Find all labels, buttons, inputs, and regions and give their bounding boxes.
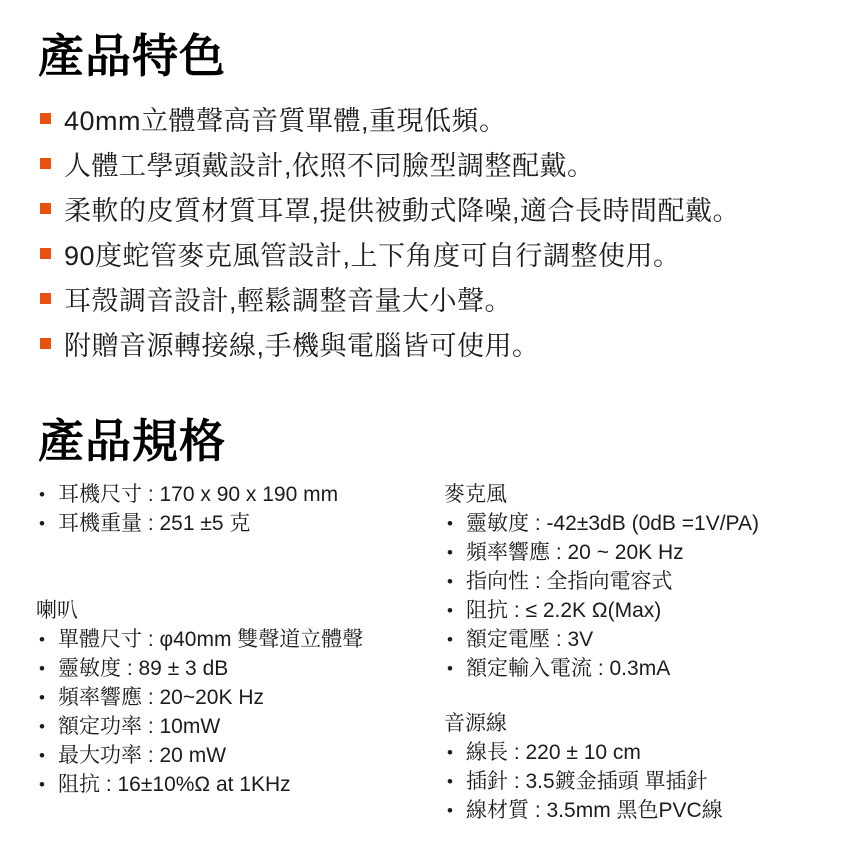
spec-item: • 線長 : 220 ± 10 cm xyxy=(444,738,849,767)
spec-item: • 額定輸入電流 : 0.3mA xyxy=(444,654,849,683)
bullet-square-icon xyxy=(40,158,51,169)
spec-item: • 額定電壓 : 3V xyxy=(444,625,849,654)
feature-text: 90度蛇管麥克風管設計,上下角度可自行調整使用。 xyxy=(64,241,681,271)
spec-group-header: 音源線 xyxy=(444,712,507,735)
spec-item: • 最大功率 : 20 mW xyxy=(36,741,441,770)
spec-item: • 阻抗 : ≤ 2.2K Ω(Max) xyxy=(444,596,849,625)
feature-item xyxy=(40,321,740,366)
specs-left-column xyxy=(36,480,441,799)
feature-item xyxy=(40,186,740,231)
spec-item: • 線材質 : 3.5mm 黑色PVC線 xyxy=(444,796,849,825)
features-section-title: 產品特色 xyxy=(38,30,226,82)
feature-text: 柔軟的皮質材質耳罩,提供被動式降噪,適合長時間配戴。 xyxy=(64,196,741,226)
spec-item: • 靈敏度 : -42±3dB (0dB =1V/PA) xyxy=(444,509,849,538)
bullet-square-icon xyxy=(40,293,51,304)
feature-item xyxy=(40,231,740,276)
specs-section-title: 產品規格 xyxy=(38,415,226,467)
spec-item: • 靈敏度 : 89 ± 3 dB xyxy=(36,654,441,683)
spec-group-header: 喇叭 xyxy=(36,599,78,622)
spec-group-microphone xyxy=(444,480,849,683)
spec-item: • 頻率響應 : 20~20K Hz xyxy=(36,683,441,712)
feature-text: 耳殼調音設計,輕鬆調整音量大小聲。 xyxy=(64,286,513,316)
spec-item: • 耳機重量 : 251 ±5 克 xyxy=(36,509,441,538)
spec-item: • 阻抗 : 16±10%Ω at 1KHz xyxy=(36,770,441,799)
spec-group-audio-cable xyxy=(444,709,849,825)
spec-item: • 耳機尺寸 : 170 x 90 x 190 mm xyxy=(36,480,441,509)
feature-item xyxy=(40,96,740,141)
bullet-square-icon xyxy=(40,248,51,259)
spec-item: • 頻率響應 : 20 ~ 20K Hz xyxy=(444,538,849,567)
feature-item xyxy=(40,141,740,186)
feature-text: 附贈音源轉接線,手機與電腦皆可使用。 xyxy=(64,331,540,361)
spec-group-headset xyxy=(36,480,441,538)
spec-item: • 單體尺寸 : φ40mm 雙聲道立體聲 xyxy=(36,625,441,654)
spec-item: • 插針 : 3.5鍍金插頭 單插針 xyxy=(444,767,849,796)
bullet-square-icon xyxy=(40,338,51,349)
bullet-square-icon xyxy=(40,113,51,124)
feature-text: 40mm立體聲高音質單體,重現低頻。 xyxy=(64,106,507,136)
spec-group-header: 麥克風 xyxy=(444,483,507,506)
spec-item: • 指向性 : 全指向電容式 xyxy=(444,567,849,596)
feature-text: 人體工學頭戴設計,依照不同臉型調整配戴。 xyxy=(64,151,595,181)
bullet-square-icon xyxy=(40,203,51,214)
spec-item: • 額定功率 : 10mW xyxy=(36,712,441,741)
specs-right-column xyxy=(444,480,849,825)
feature-item xyxy=(40,276,740,321)
features-list xyxy=(40,96,740,366)
spec-group-speaker xyxy=(36,596,441,799)
